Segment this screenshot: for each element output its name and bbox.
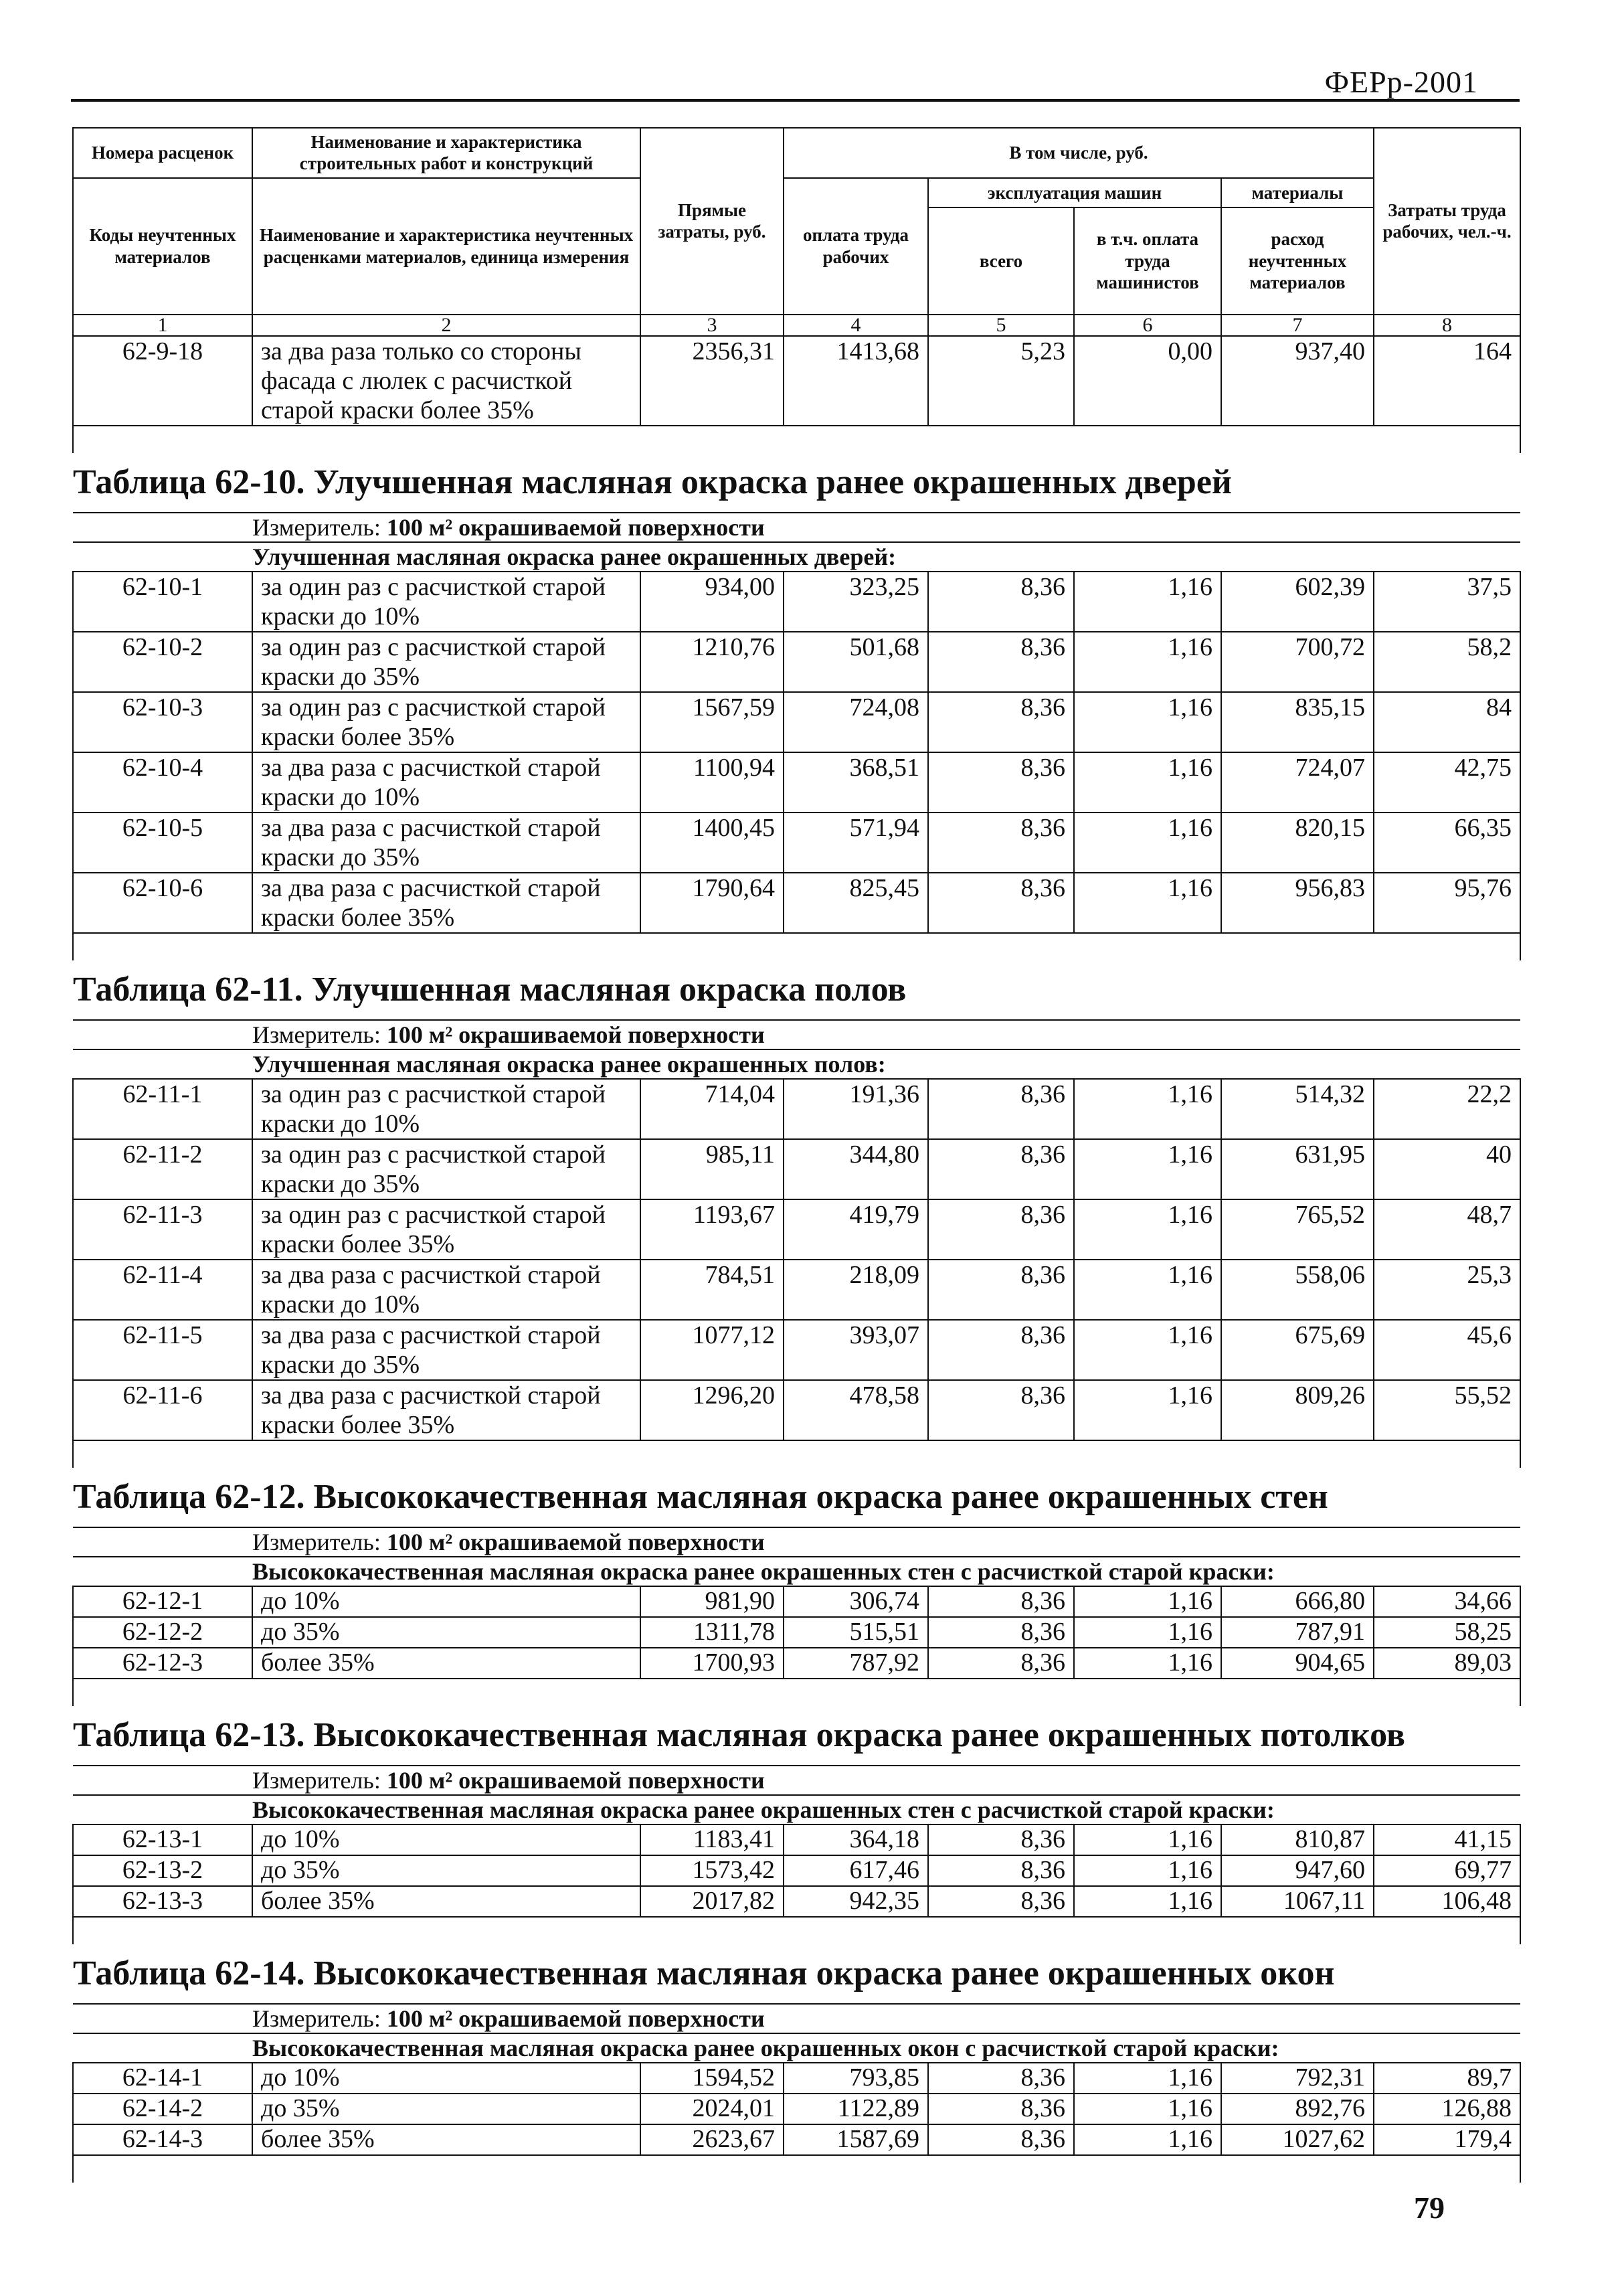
rate-code: 62-14-3 bbox=[73, 2124, 252, 2155]
table-title: Таблица 62-14. Высококачественная масляная окраска ранее окрашенных окон bbox=[73, 1954, 1335, 1992]
rate-direct-costs: 784,51 bbox=[640, 1260, 784, 1320]
section-heading: Улучшенная масляная окраска ранее окрашенных полов: bbox=[73, 1049, 1520, 1079]
rate-labor-hours: 179,4 bbox=[1374, 2124, 1520, 2155]
rate-machines-total: 5,23 bbox=[928, 336, 1074, 426]
rate-row bbox=[73, 1380, 1520, 1440]
rate-machines-total: 8,36 bbox=[928, 632, 1074, 692]
rate-operators-pay: 1,16 bbox=[1074, 1886, 1221, 1917]
rate-materials: 947,60 bbox=[1221, 1855, 1374, 1886]
page-number: 79 bbox=[1414, 2191, 1445, 2225]
rate-labor-hours: 69,77 bbox=[1374, 1855, 1520, 1886]
rate-materials: 835,15 bbox=[1221, 692, 1374, 752]
rate-direct-costs: 2024,01 bbox=[640, 2094, 784, 2124]
rate-labor-pay: 942,35 bbox=[784, 1886, 928, 1917]
rates-table bbox=[72, 127, 1521, 2183]
rate-labor-pay: 191,36 bbox=[784, 1079, 928, 1139]
rate-name: до 10% bbox=[252, 1824, 640, 1855]
rate-machines-total: 8,36 bbox=[928, 2063, 1074, 2094]
table-spacer bbox=[73, 426, 1520, 453]
spacer-cell bbox=[73, 933, 1520, 960]
rate-direct-costs: 985,11 bbox=[640, 1139, 784, 1199]
rate-row bbox=[73, 2094, 1520, 2124]
rate-materials: 937,40 bbox=[1221, 336, 1374, 426]
rate-operators-pay: 1,16 bbox=[1074, 813, 1221, 873]
rate-code: 62-11-5 bbox=[73, 1320, 252, 1380]
rate-labor-pay: 1122,89 bbox=[784, 2094, 928, 2124]
rate-materials: 675,69 bbox=[1221, 1320, 1374, 1380]
section-heading: Высококачественная масляная окраска ранее окрашенных стен с расчисткой старой краски: bbox=[73, 1795, 1520, 1824]
rate-code: 62-10-5 bbox=[73, 813, 252, 873]
rate-materials: 558,06 bbox=[1221, 1260, 1374, 1320]
rate-operators-pay: 1,16 bbox=[1074, 1586, 1221, 1617]
rate-code: 62-14-2 bbox=[73, 2094, 252, 2124]
table-title: Таблица 62-11. Улучшенная масляная окраска полов bbox=[73, 970, 907, 1009]
rate-direct-costs: 1567,59 bbox=[640, 692, 784, 752]
rates-table-body bbox=[73, 128, 1520, 2183]
measurement-unit-prefix: Измеритель: bbox=[252, 513, 387, 541]
header-machines-total: всего bbox=[928, 207, 1074, 315]
rate-labor-hours: 25,3 bbox=[1374, 1260, 1520, 1320]
rate-name: до 35% bbox=[252, 2094, 640, 2124]
rate-code: 62-13-3 bbox=[73, 1886, 252, 1917]
column-number: 2 bbox=[252, 315, 640, 336]
section-heading-row bbox=[73, 1795, 1520, 1824]
column-number: 7 bbox=[1221, 315, 1374, 336]
rate-operators-pay: 1,16 bbox=[1074, 1380, 1221, 1440]
rate-machines-total: 8,36 bbox=[928, 1855, 1074, 1886]
rate-direct-costs: 2017,82 bbox=[640, 1886, 784, 1917]
rate-labor-pay: 571,94 bbox=[784, 813, 928, 873]
header-rule bbox=[71, 99, 1520, 102]
table-spacer bbox=[73, 1440, 1520, 1468]
rate-operators-pay: 1,16 bbox=[1074, 1617, 1221, 1648]
rate-materials: 810,87 bbox=[1221, 1824, 1374, 1855]
rate-row bbox=[73, 1855, 1520, 1886]
rate-row bbox=[73, 1824, 1520, 1855]
rate-row bbox=[73, 873, 1520, 933]
rate-name: за два раза с расчисткой старой краски до 10% bbox=[252, 752, 640, 813]
rate-machines-total: 8,36 bbox=[928, 752, 1074, 813]
table-title-cell bbox=[73, 960, 1520, 1020]
table-tail bbox=[73, 2155, 1520, 2183]
rate-code: 62-10-6 bbox=[73, 873, 252, 933]
header-operators-pay: в т.ч. оплата труда машинистов bbox=[1074, 207, 1221, 315]
rate-code: 62-13-1 bbox=[73, 1824, 252, 1855]
measurement-unit-row bbox=[73, 1527, 1520, 1557]
rate-materials: 892,76 bbox=[1221, 2094, 1374, 2124]
rate-name: до 10% bbox=[252, 1586, 640, 1617]
rate-labor-hours: 42,75 bbox=[1374, 752, 1520, 813]
rate-operators-pay: 0,00 bbox=[1074, 336, 1221, 426]
rate-row bbox=[73, 2124, 1520, 2155]
rate-name: более 35% bbox=[252, 1648, 640, 1679]
column-number: 6 bbox=[1074, 315, 1221, 336]
column-number: 3 bbox=[640, 315, 784, 336]
section-heading-row bbox=[73, 1557, 1520, 1586]
rate-row bbox=[73, 1886, 1520, 1917]
spacer-cell bbox=[73, 1679, 1520, 1706]
measurement-unit bbox=[73, 1527, 1520, 1557]
rate-operators-pay: 1,16 bbox=[1074, 692, 1221, 752]
measurement-unit-row bbox=[73, 1020, 1520, 1049]
rate-row bbox=[73, 692, 1520, 752]
rate-direct-costs: 1594,52 bbox=[640, 2063, 784, 2094]
rate-code: 62-10-2 bbox=[73, 632, 252, 692]
rate-row bbox=[73, 632, 1520, 692]
measurement-unit bbox=[73, 1020, 1520, 1049]
rate-labor-hours: 66,35 bbox=[1374, 813, 1520, 873]
column-numbers-row bbox=[73, 315, 1520, 336]
rate-labor-hours: 58,25 bbox=[1374, 1617, 1520, 1648]
rate-labor-pay: 218,09 bbox=[784, 1260, 928, 1320]
rate-labor-pay: 419,79 bbox=[784, 1199, 928, 1260]
table-title-row bbox=[73, 1706, 1520, 1766]
spacer-cell bbox=[73, 1440, 1520, 1468]
measurement-unit-value: 100 м² окрашиваемой поверхности bbox=[386, 1528, 765, 1555]
rate-labor-pay: 344,80 bbox=[784, 1139, 928, 1199]
rate-code: 62-12-2 bbox=[73, 1617, 252, 1648]
rate-labor-pay: 306,74 bbox=[784, 1586, 928, 1617]
rate-materials: 956,83 bbox=[1221, 873, 1374, 933]
spacer-cell bbox=[73, 426, 1520, 453]
header-row-1 bbox=[73, 128, 1520, 178]
column-number: 5 bbox=[928, 315, 1074, 336]
rate-machines-total: 8,36 bbox=[928, 2094, 1074, 2124]
rate-name: до 35% bbox=[252, 1855, 640, 1886]
rate-materials: 666,80 bbox=[1221, 1586, 1374, 1617]
rate-labor-hours: 164 bbox=[1374, 336, 1520, 426]
rate-code: 62-12-1 bbox=[73, 1586, 252, 1617]
rate-materials: 1027,62 bbox=[1221, 2124, 1374, 2155]
rate-row bbox=[73, 1617, 1520, 1648]
section-heading-row bbox=[73, 2033, 1520, 2063]
measurement-unit-row bbox=[73, 513, 1520, 542]
rate-name: за два раза с расчисткой старой краски до 10% bbox=[252, 1260, 640, 1320]
rate-labor-pay: 793,85 bbox=[784, 2063, 928, 2094]
rate-name: до 35% bbox=[252, 1617, 640, 1648]
header-machines: эксплуатация машин bbox=[928, 178, 1221, 207]
rate-labor-hours: 89,03 bbox=[1374, 1648, 1520, 1679]
rate-labor-pay: 825,45 bbox=[784, 873, 928, 933]
rate-labor-hours: 48,7 bbox=[1374, 1199, 1520, 1260]
measurement-unit bbox=[73, 2004, 1520, 2033]
rate-labor-hours: 22,2 bbox=[1374, 1079, 1520, 1139]
rate-materials: 765,52 bbox=[1221, 1199, 1374, 1260]
rate-materials: 1067,11 bbox=[1221, 1886, 1374, 1917]
rate-direct-costs: 1400,45 bbox=[640, 813, 784, 873]
rate-direct-costs: 934,00 bbox=[640, 572, 784, 632]
rate-operators-pay: 1,16 bbox=[1074, 1320, 1221, 1380]
table-title-cell bbox=[73, 1468, 1520, 1527]
rate-operators-pay: 1,16 bbox=[1074, 1199, 1221, 1260]
rate-materials: 787,91 bbox=[1221, 1617, 1374, 1648]
rate-machines-total: 8,36 bbox=[928, 1617, 1074, 1648]
table-title-cell bbox=[73, 453, 1520, 513]
rate-direct-costs: 714,04 bbox=[640, 1079, 784, 1139]
rate-materials: 724,07 bbox=[1221, 752, 1374, 813]
header-direct-costs: Прямые затраты, руб. bbox=[640, 128, 784, 315]
header-labor-pay: оплата труда рабочих bbox=[784, 178, 928, 315]
rate-labor-pay: 1587,69 bbox=[784, 2124, 928, 2155]
rate-name: за один раз с расчисткой старой краски до 10% bbox=[252, 572, 640, 632]
rate-materials: 514,32 bbox=[1221, 1079, 1374, 1139]
rate-code: 62-11-3 bbox=[73, 1199, 252, 1260]
measurement-unit-value: 100 м² окрашиваемой поверхности bbox=[386, 2005, 765, 2032]
section-heading-row bbox=[73, 1049, 1520, 1079]
table-spacer bbox=[73, 1679, 1520, 1706]
rate-machines-total: 8,36 bbox=[928, 1199, 1074, 1260]
rate-labor-pay: 724,08 bbox=[784, 692, 928, 752]
rate-machines-total: 8,36 bbox=[928, 2124, 1074, 2155]
rate-labor-hours: 41,15 bbox=[1374, 1824, 1520, 1855]
rate-name: до 10% bbox=[252, 2063, 640, 2094]
header-labor-hours: Затраты труда рабочих, чел.-ч. bbox=[1374, 128, 1520, 315]
rate-name: за один раз с расчисткой старой краски более 35% bbox=[252, 1199, 640, 1260]
table-title: Таблица 62-13. Высококачественная масляная окраска ранее окрашенных потолков bbox=[73, 1715, 1405, 1754]
rate-code: 62-10-1 bbox=[73, 572, 252, 632]
rate-direct-costs: 1573,42 bbox=[640, 1855, 784, 1886]
rate-materials: 602,39 bbox=[1221, 572, 1374, 632]
rate-operators-pay: 1,16 bbox=[1074, 1648, 1221, 1679]
rate-labor-pay: 617,46 bbox=[784, 1855, 928, 1886]
rate-machines-total: 8,36 bbox=[928, 1260, 1074, 1320]
rate-direct-costs: 1210,76 bbox=[640, 632, 784, 692]
rate-materials: 820,15 bbox=[1221, 813, 1374, 873]
rate-row bbox=[73, 752, 1520, 813]
rate-row bbox=[73, 1260, 1520, 1320]
rate-row bbox=[73, 2063, 1520, 2094]
header-unaccounted-materials: расход неучтенных материалов bbox=[1221, 207, 1374, 315]
rate-code: 62-11-1 bbox=[73, 1079, 252, 1139]
rate-labor-pay: 1413,68 bbox=[784, 336, 928, 426]
rate-labor-hours: 58,2 bbox=[1374, 632, 1520, 692]
rate-labor-pay: 323,25 bbox=[784, 572, 928, 632]
document-code: ФЕРр-2001 bbox=[1324, 65, 1478, 99]
rate-machines-total: 8,36 bbox=[928, 1380, 1074, 1440]
rate-code: 62-9-18 bbox=[73, 336, 252, 426]
rate-operators-pay: 1,16 bbox=[1074, 2124, 1221, 2155]
section-heading: Высококачественная масляная окраска ранее окрашенных окон с расчисткой старой краски: bbox=[73, 2033, 1520, 2063]
rate-machines-total: 8,36 bbox=[928, 692, 1074, 752]
rate-direct-costs: 2623,67 bbox=[640, 2124, 784, 2155]
measurement-unit-prefix: Измеритель: bbox=[252, 1766, 387, 1794]
rate-materials: 631,95 bbox=[1221, 1139, 1374, 1199]
rate-labor-pay: 364,18 bbox=[784, 1824, 928, 1855]
rate-machines-total: 8,36 bbox=[928, 813, 1074, 873]
rate-operators-pay: 1,16 bbox=[1074, 632, 1221, 692]
rate-direct-costs: 1100,94 bbox=[640, 752, 784, 813]
rate-labor-hours: 55,52 bbox=[1374, 1380, 1520, 1440]
rate-machines-total: 8,36 bbox=[928, 873, 1074, 933]
table-title: Таблица 62-12. Высококачественная масляная окраска ранее окрашенных стен bbox=[73, 1477, 1328, 1516]
rate-name: за два раза с расчисткой старой краски более 35% bbox=[252, 1380, 640, 1440]
rate-row bbox=[73, 1648, 1520, 1679]
rate-row bbox=[73, 813, 1520, 873]
rate-direct-costs: 1193,67 bbox=[640, 1199, 784, 1260]
rate-operators-pay: 1,16 bbox=[1074, 2094, 1221, 2124]
rate-labor-pay: 368,51 bbox=[784, 752, 928, 813]
rate-code: 62-13-2 bbox=[73, 1855, 252, 1886]
header-names-title: Наименование и характеристика строительных работ и конструкций bbox=[252, 128, 640, 178]
rate-machines-total: 8,36 bbox=[928, 1320, 1074, 1380]
rate-operators-pay: 1,16 bbox=[1074, 873, 1221, 933]
rate-machines-total: 8,36 bbox=[928, 1886, 1074, 1917]
rate-labor-pay: 787,92 bbox=[784, 1648, 928, 1679]
rate-labor-hours: 34,66 bbox=[1374, 1586, 1520, 1617]
rate-name: за один раз с расчисткой старой краски до 35% bbox=[252, 1139, 640, 1199]
measurement-unit-row bbox=[73, 2004, 1520, 2033]
rate-name: более 35% bbox=[252, 1886, 640, 1917]
rate-machines-total: 8,36 bbox=[928, 572, 1074, 632]
rate-labor-pay: 478,58 bbox=[784, 1380, 928, 1440]
measurement-unit-prefix: Измеритель: bbox=[252, 1528, 387, 1555]
rate-machines-total: 8,36 bbox=[928, 1824, 1074, 1855]
rate-operators-pay: 1,16 bbox=[1074, 1260, 1221, 1320]
header-codes-title: Номера расценок bbox=[73, 128, 252, 178]
rate-row bbox=[73, 1320, 1520, 1380]
rate-labor-pay: 515,51 bbox=[784, 1617, 928, 1648]
table-title-row bbox=[73, 1468, 1520, 1527]
rate-row bbox=[73, 572, 1520, 632]
measurement-unit bbox=[73, 513, 1520, 542]
header-material-names: Наименование и характеристика неучтенных расценками материалов, единица измерения bbox=[252, 178, 640, 315]
rate-machines-total: 8,36 bbox=[928, 1648, 1074, 1679]
rate-machines-total: 8,36 bbox=[928, 1586, 1074, 1617]
table-spacer bbox=[73, 933, 1520, 960]
rate-direct-costs: 981,90 bbox=[640, 1586, 784, 1617]
section-heading-row bbox=[73, 542, 1520, 572]
rate-direct-costs: 1183,41 bbox=[640, 1824, 784, 1855]
rate-machines-total: 8,36 bbox=[928, 1139, 1074, 1199]
measurement-unit bbox=[73, 1766, 1520, 1795]
rate-row bbox=[73, 1079, 1520, 1139]
rate-materials: 809,26 bbox=[1221, 1380, 1374, 1440]
header-material-codes: Коды неучтенных материалов bbox=[73, 178, 252, 315]
rate-operators-pay: 1,16 bbox=[1074, 752, 1221, 813]
table-title-row bbox=[73, 453, 1520, 513]
rate-operators-pay: 1,16 bbox=[1074, 572, 1221, 632]
rate-materials: 904,65 bbox=[1221, 1648, 1374, 1679]
rate-name: более 35% bbox=[252, 2124, 640, 2155]
table-title: Таблица 62-10. Улучшенная масляная окраска ранее окрашенных дверей bbox=[73, 462, 1232, 501]
rate-operators-pay: 1,16 bbox=[1074, 1824, 1221, 1855]
rate-code: 62-11-6 bbox=[73, 1380, 252, 1440]
rate-name: за один раз с расчисткой старой краски более 35% bbox=[252, 692, 640, 752]
rate-direct-costs: 1790,64 bbox=[640, 873, 784, 933]
measurement-unit-value: 100 м² окрашиваемой поверхности bbox=[386, 513, 765, 541]
measurement-unit-value: 100 м² окрашиваемой поверхности bbox=[386, 1766, 765, 1794]
rate-labor-hours: 45,6 bbox=[1374, 1320, 1520, 1380]
rate-code: 62-11-4 bbox=[73, 1260, 252, 1320]
rate-labor-pay: 501,68 bbox=[784, 632, 928, 692]
column-number: 4 bbox=[784, 315, 928, 336]
rate-labor-hours: 126,88 bbox=[1374, 2094, 1520, 2124]
rate-operators-pay: 1,16 bbox=[1074, 1139, 1221, 1199]
rate-operators-pay: 1,16 bbox=[1074, 1855, 1221, 1886]
rate-direct-costs: 1700,93 bbox=[640, 1648, 784, 1679]
rate-code: 62-10-4 bbox=[73, 752, 252, 813]
rate-labor-hours: 40 bbox=[1374, 1139, 1520, 1199]
rate-name: за два раза только со стороны фасада с люлек с расчисткой старой краски более 35% bbox=[252, 336, 640, 426]
rate-materials: 792,31 bbox=[1221, 2063, 1374, 2094]
rate-labor-hours: 89,7 bbox=[1374, 2063, 1520, 2094]
rate-code: 62-14-1 bbox=[73, 2063, 252, 2094]
header-row-2 bbox=[73, 178, 1520, 207]
rate-row bbox=[73, 1199, 1520, 1260]
rate-materials: 700,72 bbox=[1221, 632, 1374, 692]
rate-labor-hours: 37,5 bbox=[1374, 572, 1520, 632]
rate-labor-hours: 95,76 bbox=[1374, 873, 1520, 933]
rate-row bbox=[73, 1586, 1520, 1617]
rate-name: за два раза с расчисткой старой краски до 35% bbox=[252, 1320, 640, 1380]
column-number: 1 bbox=[73, 315, 252, 336]
table-title-row bbox=[73, 960, 1520, 1020]
measurement-unit-value: 100 м² окрашиваемой поверхности bbox=[386, 1021, 765, 1048]
header-materials: материалы bbox=[1221, 178, 1374, 207]
rate-labor-hours: 84 bbox=[1374, 692, 1520, 752]
rate-direct-costs: 1311,78 bbox=[640, 1617, 784, 1648]
rate-name: за один раз с расчисткой старой краски до 10% bbox=[252, 1079, 640, 1139]
table-spacer bbox=[73, 1917, 1520, 1944]
rate-direct-costs: 2356,31 bbox=[640, 336, 784, 426]
measurement-unit-row bbox=[73, 1766, 1520, 1795]
rate-machines-total: 8,36 bbox=[928, 1079, 1074, 1139]
rate-code: 62-12-3 bbox=[73, 1648, 252, 1679]
rate-direct-costs: 1077,12 bbox=[640, 1320, 784, 1380]
header-group: В том числе, руб. bbox=[784, 128, 1374, 178]
tail-cell bbox=[73, 2155, 1520, 2183]
spacer-cell bbox=[73, 1917, 1520, 1944]
rates-content bbox=[72, 127, 1520, 2183]
rate-name: за два раза с расчисткой старой краски до 35% bbox=[252, 813, 640, 873]
table-title-cell bbox=[73, 1706, 1520, 1766]
rate-operators-pay: 1,16 bbox=[1074, 2063, 1221, 2094]
rate-row bbox=[73, 336, 1520, 426]
rate-name: за два раза с расчисткой старой краски более 35% bbox=[252, 873, 640, 933]
rate-code: 62-10-3 bbox=[73, 692, 252, 752]
section-heading: Высококачественная масляная окраска ранее окрашенных стен с расчисткой старой краски: bbox=[73, 1557, 1520, 1586]
rate-labor-pay: 393,07 bbox=[784, 1320, 928, 1380]
measurement-unit-prefix: Измеритель: bbox=[252, 2005, 387, 2032]
rate-direct-costs: 1296,20 bbox=[640, 1380, 784, 1440]
section-heading: Улучшенная масляная окраска ранее окрашенных дверей: bbox=[73, 542, 1520, 572]
rate-code: 62-11-2 bbox=[73, 1139, 252, 1199]
measurement-unit-prefix: Измеритель: bbox=[252, 1021, 387, 1048]
rate-labor-hours: 106,48 bbox=[1374, 1886, 1520, 1917]
rate-operators-pay: 1,16 bbox=[1074, 1079, 1221, 1139]
rate-row bbox=[73, 1139, 1520, 1199]
rate-name: за один раз с расчисткой старой краски до 35% bbox=[252, 632, 640, 692]
table-title-row bbox=[73, 1944, 1520, 2004]
column-number: 8 bbox=[1374, 315, 1520, 336]
table-title-cell bbox=[73, 1944, 1520, 2004]
